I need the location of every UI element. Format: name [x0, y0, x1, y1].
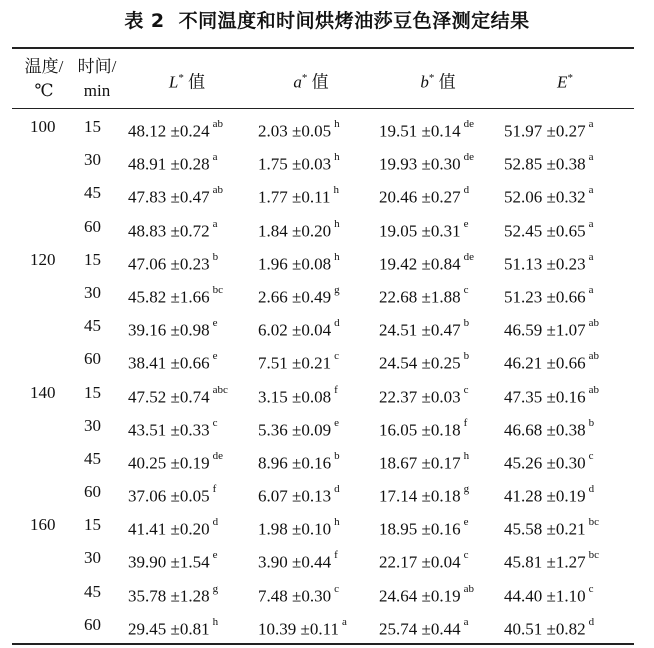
cell-l-significance: d: [212, 516, 219, 529]
cell-b: [379, 113, 474, 146]
cell-l-value: 43.51 ±0.33: [128, 420, 210, 440]
cell-l-value: 39.16 ±0.98: [128, 320, 210, 340]
header-a-suffix: 值: [311, 72, 329, 92]
cell-temp: [30, 379, 70, 407]
cell-time: [84, 412, 124, 440]
cell-a-significance: g: [334, 283, 340, 296]
cell-time-value: 45: [84, 448, 101, 468]
cell-l: [128, 611, 218, 644]
cell-e-value: 44.40 ±1.10: [504, 586, 586, 606]
cell-time-value: 60: [84, 349, 101, 369]
cell-l: [128, 478, 216, 511]
cell-b: [379, 445, 469, 478]
cell-e: [504, 345, 599, 378]
cell-a-value: 6.02 ±0.04: [258, 320, 332, 340]
table-row: [12, 113, 634, 146]
cell-temp: [30, 511, 70, 539]
cell-b: [379, 379, 468, 412]
cell-l: [128, 412, 217, 445]
cell-l-significance: de: [212, 449, 223, 462]
cell-e-value: 51.97 ±0.27: [504, 121, 586, 141]
cell-b: [379, 179, 469, 212]
cell-l: [128, 578, 218, 611]
cell-a: [258, 179, 339, 212]
cell-e-significance: ab: [588, 383, 599, 396]
cell-a-significance: b: [334, 449, 340, 462]
cell-e-significance: ab: [588, 317, 599, 330]
cell-a-significance: h: [334, 118, 340, 130]
cell-e-significance: bc: [588, 516, 599, 529]
table-caption: [0, 6, 654, 33]
cell-l-significance: abc: [212, 383, 228, 396]
cell-l-significance: a: [212, 151, 218, 164]
header-time: [72, 55, 122, 103]
cell-l-significance: e: [212, 317, 218, 330]
cell-a-significance: f: [334, 383, 338, 396]
cell-b: [379, 146, 474, 179]
cell-b-value: 19.51 ±0.14: [379, 121, 461, 141]
cell-time: [84, 611, 124, 639]
cell-a: [258, 345, 339, 378]
cell-b-significance: de: [463, 250, 474, 263]
cell-b: [379, 412, 467, 445]
cell-l-value: 45.82 ±1.66: [128, 287, 210, 307]
cell-time-value: 15: [84, 382, 101, 402]
cell-a-significance: e: [334, 416, 339, 429]
cell-a-significance: c: [334, 582, 339, 595]
cell-e-value: 51.13 ±0.23: [504, 254, 586, 274]
cell-time-value: 30: [84, 150, 101, 170]
cell-e-significance: c: [588, 582, 594, 595]
cell-l: [128, 179, 223, 212]
cell-temp: [30, 113, 70, 141]
cell-time: [84, 113, 124, 141]
cell-temp-value: 120: [30, 249, 56, 269]
cell-l-significance: e: [212, 549, 218, 562]
cell-time-value: 45: [84, 183, 101, 203]
header-time-unit: min: [83, 81, 111, 100]
cell-temp-value: 100: [30, 117, 56, 136]
cell-l-value: 48.12 ±0.24: [128, 121, 210, 141]
cell-a-value: 3.90 ±0.44: [258, 553, 332, 573]
cell-e-significance: ab: [588, 350, 599, 363]
cell-e-significance: a: [588, 283, 594, 296]
header-e-star: *: [567, 72, 573, 84]
cell-e: [504, 578, 593, 611]
header-b-symbol: b: [420, 72, 429, 92]
cell-a: [258, 213, 340, 246]
cell-e-value: 46.59 ±1.07: [504, 320, 586, 340]
table-row: [12, 478, 634, 511]
cell-b-significance: e: [463, 516, 469, 529]
cell-a-significance: h: [334, 217, 340, 230]
cell-l: [128, 246, 218, 279]
cell-b: [379, 511, 468, 544]
cell-time-value: 15: [84, 117, 101, 136]
table-body: [12, 113, 634, 644]
header-l-symbol: L: [168, 72, 179, 92]
cell-l: [128, 379, 228, 412]
cell-a-value: 1.96 ±0.08: [258, 254, 332, 274]
cell-e: [504, 478, 594, 511]
header-temperature: [18, 55, 70, 103]
cell-l-value: 47.52 ±0.74: [128, 387, 210, 407]
cell-a-value: 7.51 ±0.21: [258, 353, 332, 373]
table-row: [12, 611, 634, 644]
cell-b: [379, 312, 469, 345]
header-b-star: *: [428, 72, 435, 84]
cell-l: [128, 312, 217, 345]
cell-l-value: 47.83 ±0.47: [128, 188, 210, 208]
header-e-symbol: E: [557, 72, 568, 92]
header-time-label: 时间/: [77, 57, 117, 76]
cell-b-value: 18.67 ±0.17: [379, 453, 461, 473]
cell-b: [379, 611, 468, 644]
cell-e: [504, 511, 599, 544]
cell-b-value: 18.95 ±0.16: [379, 519, 461, 539]
header-a-star: *: [301, 72, 308, 84]
cell-l-value: 41.41 ±0.20: [128, 519, 210, 539]
cell-a-significance: d: [334, 483, 340, 496]
cell-b-significance: de: [463, 118, 474, 130]
cell-b-value: 22.17 ±0.04: [379, 553, 461, 573]
cell-time: [84, 511, 124, 539]
cell-l-significance: e: [212, 350, 218, 363]
cell-l: [128, 113, 223, 146]
cell-b-significance: g: [463, 483, 470, 496]
cell-e: [504, 312, 599, 345]
cell-a: [258, 478, 340, 511]
cell-e-value: 47.35 ±0.16: [504, 387, 586, 407]
cell-a: [258, 246, 340, 279]
cell-a-value: 3.15 ±0.08: [258, 387, 332, 407]
table-row: [12, 412, 634, 445]
cell-b-significance: c: [463, 549, 469, 562]
cell-e-significance: b: [588, 416, 595, 429]
cell-l: [128, 213, 217, 246]
header-rule: [12, 108, 634, 109]
cell-time: [84, 179, 124, 207]
cell-e-significance: d: [588, 483, 595, 496]
cell-time-value: 30: [84, 415, 101, 435]
cell-e: [504, 412, 594, 445]
cell-l-significance: ab: [212, 184, 223, 197]
cell-l-value: 39.90 ±1.54: [128, 553, 210, 573]
cell-b: [379, 279, 468, 312]
cell-e: [504, 213, 593, 246]
cell-e-value: 52.45 ±0.65: [504, 221, 586, 241]
table-row: [12, 578, 634, 611]
cell-b-value: 19.93 ±0.30: [379, 154, 461, 174]
cell-b-significance: d: [463, 184, 470, 197]
table-row: [12, 279, 634, 312]
cell-b-value: 19.42 ±0.84: [379, 254, 461, 274]
cell-b-value: 24.54 ±0.25: [379, 353, 461, 373]
cell-b-value: 22.68 ±1.88: [379, 287, 461, 307]
cell-a-value: 1.98 ±0.10: [258, 519, 332, 539]
cell-b-significance: h: [463, 449, 470, 462]
cell-time: [84, 578, 124, 606]
cell-temp: [30, 246, 70, 274]
cell-l-significance: c: [212, 416, 218, 429]
cell-b-value: 25.74 ±0.44: [379, 619, 461, 639]
cell-a: [258, 578, 339, 611]
cell-l-significance: h: [212, 615, 219, 628]
cell-a: [258, 611, 347, 644]
cell-l-value: 48.91 ±0.28: [128, 154, 210, 174]
cell-e-value: 45.81 ±1.27: [504, 553, 586, 573]
cell-time-value: 60: [84, 216, 101, 236]
cell-a-significance: d: [334, 317, 340, 330]
cell-time: [84, 312, 124, 340]
cell-a-value: 1.84 ±0.20: [258, 221, 332, 241]
table-row: [12, 379, 634, 412]
cell-time-value: 45: [84, 316, 101, 336]
cell-a: [258, 113, 340, 146]
cell-l-value: 48.83 ±0.72: [128, 221, 210, 241]
cell-b: [379, 246, 474, 279]
cell-e-value: 41.28 ±0.19: [504, 486, 586, 506]
cell-a: [258, 279, 340, 312]
cell-e-significance: bc: [588, 549, 599, 562]
cell-l: [128, 279, 223, 312]
cell-b: [379, 213, 468, 246]
cell-e-value: 40.51 ±0.82: [504, 619, 586, 639]
cell-e-significance: a: [588, 217, 594, 230]
cell-e: [504, 179, 593, 212]
cell-b-significance: b: [463, 350, 470, 363]
cell-e-significance: a: [588, 151, 594, 164]
cell-b-value: 24.51 ±0.47: [379, 320, 461, 340]
cell-a-significance: f: [334, 549, 338, 562]
cell-e-value: 45.58 ±0.21: [504, 519, 586, 539]
cell-e: [504, 611, 594, 644]
cell-b-value: 22.37 ±0.03: [379, 387, 461, 407]
header-l-star: *: [178, 72, 184, 84]
table-row: [12, 312, 634, 345]
cell-l-significance: bc: [212, 283, 223, 296]
header-e-value: [500, 66, 630, 95]
cell-b-value: 20.46 ±0.27: [379, 188, 461, 208]
cell-e-significance: a: [588, 118, 594, 130]
cell-a: [258, 146, 340, 179]
cell-a-significance: c: [334, 350, 339, 363]
cell-b: [379, 544, 468, 577]
header-temperature-label: 温度/: [24, 57, 64, 76]
cell-l-significance: ab: [212, 118, 223, 130]
table-label: 表 2: [124, 10, 165, 32]
cell-time: [84, 246, 124, 274]
cell-a-significance: h: [334, 250, 340, 263]
cell-b-significance: de: [463, 151, 474, 164]
cell-a-value: 2.03 ±0.05: [258, 121, 332, 141]
table-row: [12, 511, 634, 544]
cell-b-significance: a: [463, 615, 469, 628]
cell-e-value: 52.06 ±0.32: [504, 188, 586, 208]
cell-l: [128, 544, 217, 577]
cell-a-significance: h: [333, 184, 339, 197]
cell-e-value: 45.26 ±0.30: [504, 453, 586, 473]
cell-a: [258, 544, 338, 577]
cell-e: [504, 113, 593, 146]
table-row: [12, 445, 634, 478]
cell-l-value: 35.78 ±1.28: [128, 586, 210, 606]
cell-time: [84, 213, 124, 241]
table-row: [12, 246, 634, 279]
cell-a-value: 5.36 ±0.09: [258, 420, 332, 440]
cell-time-value: 15: [84, 515, 101, 535]
cell-a-significance: h: [334, 516, 340, 529]
cell-b-value: 19.05 ±0.31: [379, 221, 461, 241]
header-a-value: [254, 66, 368, 95]
table-row: [12, 544, 634, 577]
bottom-rule: [12, 643, 634, 645]
header-b-value: [376, 66, 500, 95]
cell-time: [84, 146, 124, 174]
cell-time-value: 60: [84, 614, 101, 634]
cell-time-value: 30: [84, 282, 101, 302]
cell-l: [128, 345, 217, 378]
cell-e-value: 52.85 ±0.38: [504, 154, 586, 174]
table-row: [12, 345, 634, 378]
cell-b-significance: e: [463, 217, 469, 230]
cell-a-value: 2.66 ±0.49: [258, 287, 332, 307]
cell-b-value: 16.05 ±0.18: [379, 420, 461, 440]
cell-b-significance: ab: [463, 582, 474, 595]
top-rule: [12, 47, 634, 49]
cell-e-value: 46.68 ±0.38: [504, 420, 586, 440]
cell-a: [258, 379, 338, 412]
cell-time: [84, 445, 124, 473]
cell-time: [84, 345, 124, 373]
cell-e: [504, 279, 593, 312]
cell-time: [84, 379, 124, 407]
cell-a-value: 10.39 ±0.11: [258, 619, 339, 639]
cell-time-value: 15: [84, 249, 101, 269]
cell-l-value: 47.06 ±0.23: [128, 254, 210, 274]
header-l-value: [128, 66, 246, 95]
cell-a: [258, 412, 339, 445]
cell-b: [379, 478, 469, 511]
header-l-suffix: 值: [188, 72, 206, 92]
cell-b: [379, 578, 474, 611]
cell-b: [379, 345, 469, 378]
cell-l: [128, 511, 218, 544]
cell-e: [504, 445, 593, 478]
cell-b-significance: c: [463, 383, 469, 396]
table-title: 不同温度和时间烘烤油莎豆色泽测定结果: [178, 10, 530, 32]
cell-temp-value: 160: [30, 515, 56, 535]
cell-e: [504, 246, 593, 279]
cell-l: [128, 146, 217, 179]
cell-a-value: 1.75 ±0.03: [258, 154, 332, 174]
cell-l-significance: g: [212, 582, 219, 595]
table-row: [12, 179, 634, 212]
cell-e: [504, 146, 593, 179]
cell-a-significance: h: [334, 151, 340, 164]
cell-e: [504, 379, 599, 412]
cell-e-significance: c: [588, 449, 594, 462]
cell-a-value: 8.96 ±0.16: [258, 453, 332, 473]
cell-time-value: 45: [84, 581, 101, 601]
cell-e-value: 51.23 ±0.66: [504, 287, 586, 307]
cell-a: [258, 445, 340, 478]
cell-a: [258, 511, 340, 544]
cell-l-value: 40.25 ±0.19: [128, 453, 210, 473]
cell-a-value: 1.77 ±0.11: [258, 188, 331, 208]
cell-time-value: 30: [84, 548, 101, 568]
table-row: [12, 213, 634, 246]
cell-l: [128, 445, 223, 478]
cell-time-value: 60: [84, 482, 101, 502]
cell-temp-value: 140: [30, 382, 56, 402]
cell-l-value: 29.45 ±0.81: [128, 619, 210, 639]
cell-e-significance: d: [588, 615, 595, 628]
cell-e-significance: a: [588, 250, 594, 263]
cell-l-significance: f: [212, 483, 217, 496]
cell-a-value: 7.48 ±0.30: [258, 586, 332, 606]
header-a-symbol: a: [293, 72, 302, 92]
header-temperature-unit: ℃: [34, 81, 54, 100]
header-b-suffix: 值: [438, 72, 456, 92]
cell-time: [84, 279, 124, 307]
cell-b-significance: c: [463, 283, 469, 296]
cell-b-significance: b: [463, 317, 470, 330]
cell-a: [258, 312, 340, 345]
cell-e-value: 46.21 ±0.66: [504, 353, 586, 373]
cell-l-value: 37.06 ±0.05: [128, 486, 210, 506]
cell-b-value: 17.14 ±0.18: [379, 486, 461, 506]
cell-l-significance: b: [212, 250, 219, 263]
cell-b-significance: f: [463, 416, 468, 429]
cell-l-value: 38.41 ±0.66: [128, 353, 210, 373]
cell-time: [84, 478, 124, 506]
cell-b-value: 24.64 ±0.19: [379, 586, 461, 606]
cell-e-significance: a: [588, 184, 594, 197]
cell-time: [84, 544, 124, 572]
cell-l-significance: a: [212, 217, 218, 230]
cell-e: [504, 544, 599, 577]
cell-a-value: 6.07 ±0.13: [258, 486, 332, 506]
cell-a-significance: a: [341, 615, 347, 628]
table-row: [12, 146, 634, 179]
